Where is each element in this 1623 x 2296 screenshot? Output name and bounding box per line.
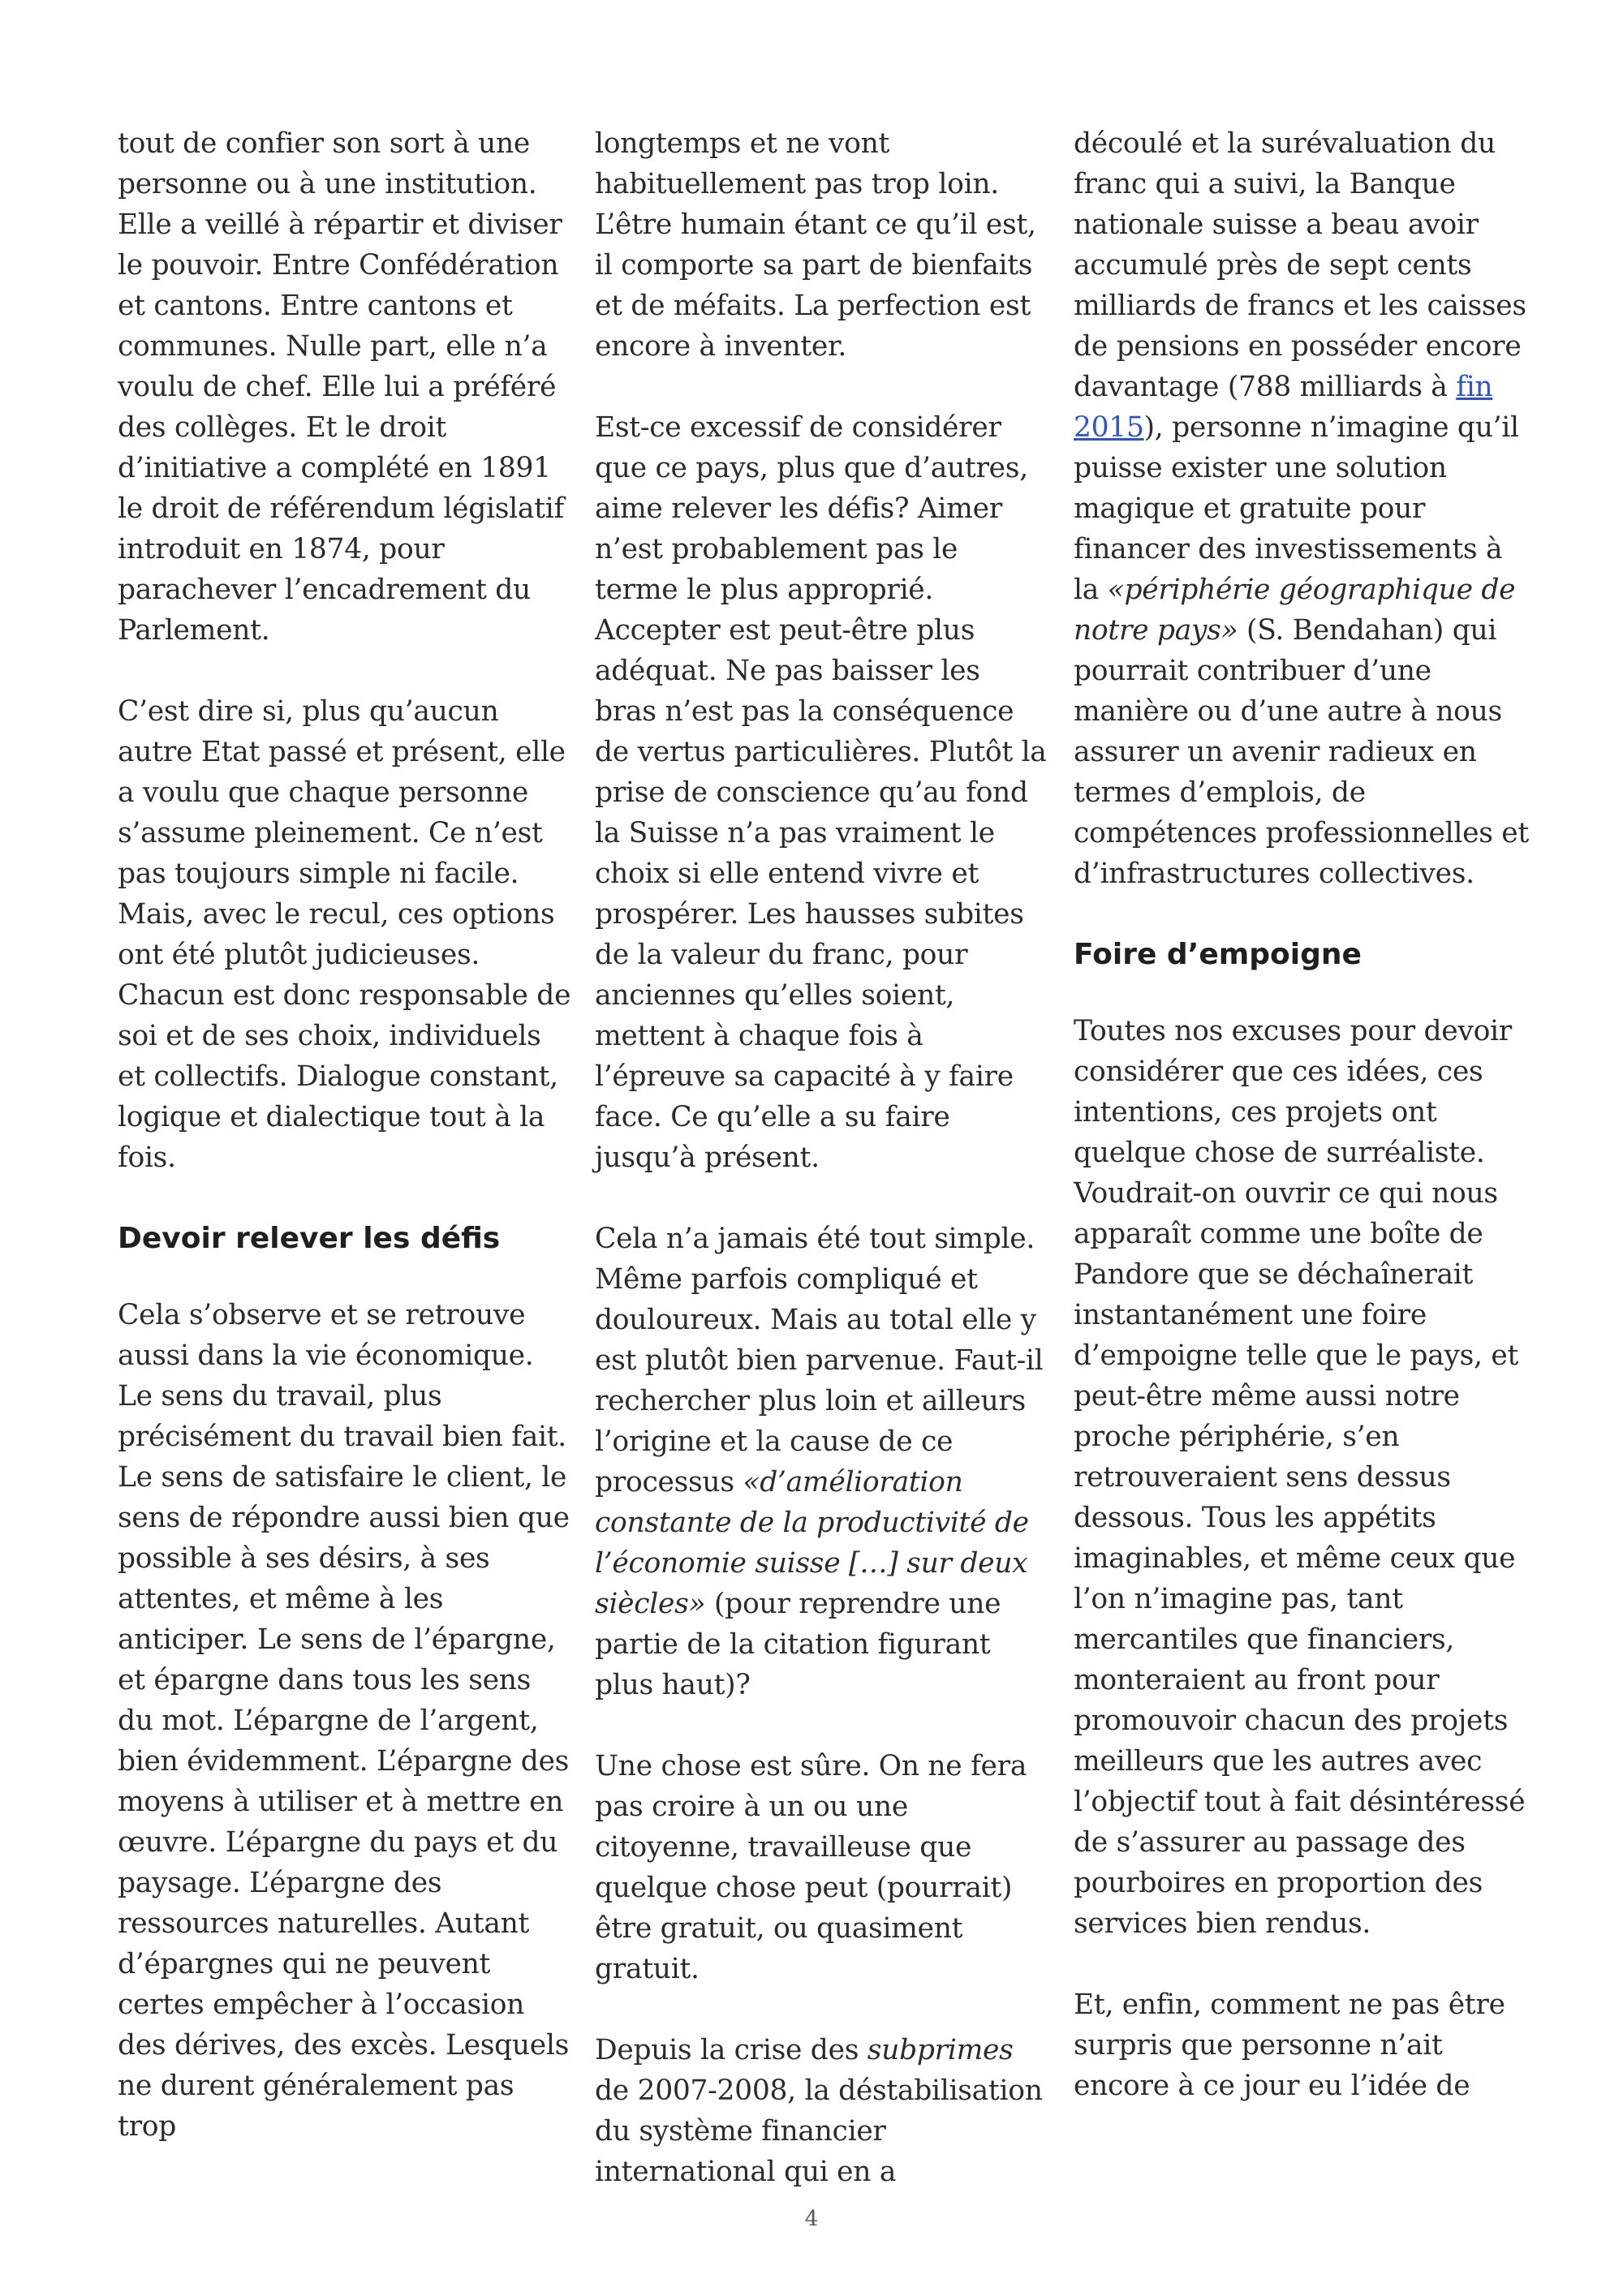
column-right xyxy=(1074,123,1532,2147)
link-fin-2015[interactable]: fin 2015 xyxy=(1074,371,1493,444)
paragraph-perfection: longtemps et ne vont habituellement pas trop loin. L’être humain étant ce qu’il est, il comporte sa part de bienfaits et de méfaits. La perfection est encore à inventer. xyxy=(595,127,1036,363)
section-heading-foire: Foire d’empoigne xyxy=(1074,938,1362,971)
text-segment: (pour reprendre une partie de la citation figurant plus haut)? xyxy=(595,1588,1001,1701)
paragraph-responsabilite: C’est dire si, plus qu’aucun autre Etat passé et présent, elle a voulu que chaque personne s’assume pleinement. Ce n’est pas toujours simple ni facile. Mais, avec le recul, ces options ont été plutôt judicieuses. Chacun est donc responsable de soi et de ses choix, individuels et collectifs. Dialogue constant, logique et dialectique tout à la fois. xyxy=(118,695,571,1174)
section-heading-defis: Devoir relever les défis xyxy=(118,1222,501,1255)
paragraph-boite-pandore: Toutes nos excuses pour devoir considérer que ces idées, ces intentions, ces projets ont quelque chose de surréaliste. Voudrait-on ouvrir ce qui nous apparaît comme une boîte de Pandore que se déchaînerait instantanément une foire d’empoigne telle que le pays, et peut-être même aussi notre proche périphérie, s’en retrouveraient sens dessus dessous. Tous les appétits imaginables, et même ceux que l’on n’imagine pas, tant mercantiles que financiers, monteraient au front pour promouvoir chacun des projets meilleurs que les autres avec l’objectif tout à fait désintéressé de s’assurer au passage des pourboires en proportion des services bien rendus. xyxy=(1074,1015,1526,1940)
paragraph-conclusion: Et, enfin, comment ne pas être surpris que personne n’ait encore à ce jour eu l’idée de xyxy=(1074,1989,1505,2102)
text-segment: ), personne n’imagine qu’il puisse exister une solution magique et gratuite pour financer des investissements à la xyxy=(1074,411,1519,606)
text-segment: Depuis la crise des xyxy=(595,2034,867,2066)
column-middle xyxy=(595,123,1049,2233)
paragraph-processus xyxy=(595,1219,1049,1705)
paragraph-subprimes xyxy=(595,2030,1049,2192)
paragraph-pouvoir: tout de confier son sort à une personne ou à une institution. Elle a veillé à répartir et diviser le pouvoir. Entre Confédération et cantons. Entre cantons et communes. Nulle part, elle n’a voulu de chef. Elle lui a préféré des collèges. Et le droit d’initiative a complété en 1891 le droit de référendum législatif introduit en 1874, pour parachever l’encadrement du Parlement. xyxy=(118,127,564,647)
paragraph-gratuit: Une chose est sûre. On ne fera pas croire à un ou une citoyenne, travailleuse que quelque chose peut (pourrait) être gratuit, ou quasiment gratuit. xyxy=(595,1750,1027,1985)
italic-term: subprimes xyxy=(867,2034,1014,2066)
italic-quote: «d’amélioration constante de la productivité de l’économie suisse […] sur deux siècles» xyxy=(595,1466,1029,1620)
text-segment: découlé et la surévaluation du franc qui a suivi, la Banque nationale suisse a beau avoir accumulé près de sept cents milliards de francs et les caisses de pensions en posséder encore davantage (788 milliards à xyxy=(1074,127,1526,403)
paragraph-banque-nationale xyxy=(1074,123,1532,894)
paragraph-epargne: Cela s’observe et se retrouve aussi dans la vie économique. Le sens du travail, plus précisément du travail bien fait. Le sens de satisfaire le client, le sens de répondre aussi bien que possible à ses désirs, à ses attentes, et même à les anticiper. Le sens de l’épargne, et épargne dans tous les sens du mot. L’épargne de l’argent, bien évidemment. L’épargne des moyens à utiliser et à mettre en œuvre. L’épargne du pays et du paysage. L’épargne des ressources naturelles. Autant d’épargnes qui ne peuvent certes empêcher à l’occasion des dérives, des excès. Lesquels ne durent généralement pas trop xyxy=(118,1299,570,2143)
column-left xyxy=(118,123,572,2187)
text-segment: de 2007-2008, la déstabilisation du système financier international qui en a xyxy=(595,2075,1043,2188)
text-segment: (S. Bendahan) qui pourrait contribuer d’une manière ou d’une autre à nous assurer un avenir radieux en termes d’emplois, de compétences professionnelles et d’infrastructures collectives. xyxy=(1074,614,1529,890)
italic-quote: «périphérie géographique de notre pays» xyxy=(1074,574,1516,647)
text-segment: Cela n’a jamais été tout simple. Même parfois compliqué et douloureux. Mais au total elle y est plutôt bien parvenue. Faut-il rechercher plus loin et ailleurs l’origine et la cause de ce processus xyxy=(595,1223,1044,1498)
page-number: 4 xyxy=(804,2207,819,2231)
paragraph-relever-defis: Est-ce excessif de considérer que ce pays, plus que d’autres, aime relever les défis? Aimer n’est probablement pas le terme le plus approprié. Accepter est peut-être plus adéquat. Ne pas baisser les bras n’est pas la conséquence de vertus particulières. Plutôt la prise de conscience qu’au fond la Suisse n’a pas vraiment le choix si elle entend vivre et prospérer. Les hausses subites de la valeur du franc, pour anciennes qu’elles soient, mettent à chaque fois à l’épreuve sa capacité à y faire face. Ce qu’elle a su faire jusqu’à présent. xyxy=(595,411,1047,1174)
